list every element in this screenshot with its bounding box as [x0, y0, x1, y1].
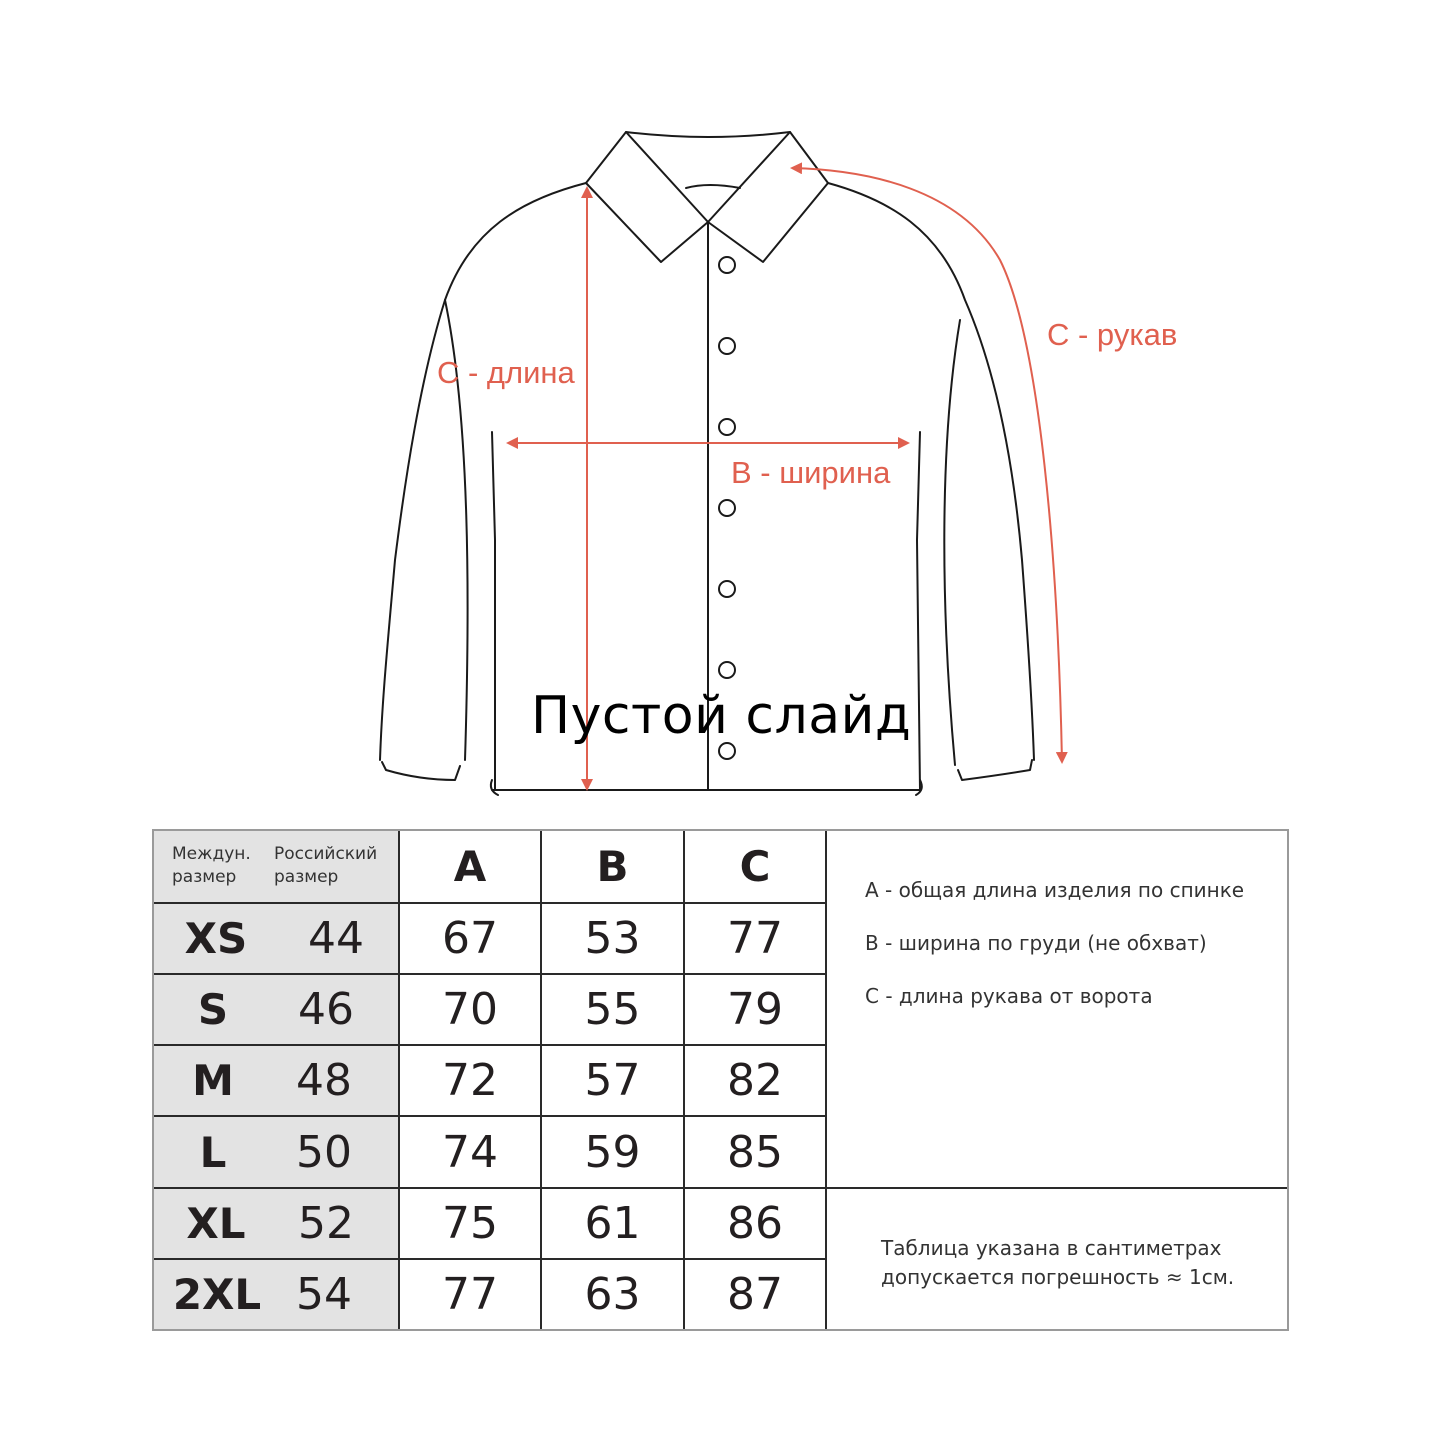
intl-size-cell: S: [197, 985, 229, 1034]
value-a-cell: 67: [442, 913, 498, 964]
collar-left: [586, 132, 708, 262]
collar-back: [686, 185, 740, 188]
right-inner-sleeve: [944, 320, 960, 765]
length-label: C - длина: [437, 355, 575, 390]
value-a-cell: 75: [442, 1198, 498, 1249]
value-c-cell: 77: [727, 913, 783, 964]
collar-right: [708, 132, 828, 262]
ru-size-cell: 54: [296, 1269, 352, 1320]
legend-b: B - ширина по груди (не обхват): [865, 931, 1207, 955]
note-tolerance: допускается погрешность ≈ 1см.: [881, 1265, 1235, 1289]
intl-size-cell: XL: [186, 1199, 246, 1248]
left-armhole: [492, 432, 495, 790]
value-a-cell: 72: [442, 1055, 498, 1106]
left-cuff: [382, 762, 460, 780]
value-c-cell: 85: [727, 1126, 783, 1178]
column-header-a: A: [453, 842, 487, 891]
value-b-cell: 63: [584, 1269, 641, 1320]
column-header-b: B: [596, 842, 629, 891]
value-b-cell: 57: [584, 1055, 641, 1106]
value-a-cell: 70: [442, 984, 498, 1035]
width-label: B - ширина: [731, 455, 891, 490]
right-armhole: [917, 432, 920, 790]
button: [719, 419, 735, 435]
ru-size-cell: 50: [296, 1126, 352, 1178]
value-a-cell: 74: [442, 1126, 498, 1178]
grid-line: [825, 831, 827, 1329]
ru-size-header-line1: Российский: [274, 844, 378, 864]
value-b-cell: 55: [584, 984, 641, 1035]
slide-title: Пустой слайд: [531, 686, 912, 746]
value-c-cell: 82: [727, 1055, 783, 1106]
value-c-cell: 79: [727, 984, 783, 1035]
value-b-cell: 53: [584, 913, 641, 964]
note-units: Таблица указана в сантиметрах: [881, 1236, 1222, 1260]
ru-size-header: [274, 843, 377, 889]
button: [719, 662, 735, 678]
button: [719, 581, 735, 597]
intl-size-header-line2: размер: [172, 867, 237, 887]
value-b-cell: 59: [584, 1126, 641, 1178]
hem-right-corner: [916, 780, 922, 795]
button: [719, 257, 735, 273]
ru-size-cell: 44: [308, 913, 364, 964]
intl-size-cell: XS: [184, 914, 248, 963]
left-shoulder-sleeve-outline: [380, 183, 586, 760]
ru-size-header-line2: размер: [274, 867, 339, 887]
intl-size-cell: 2XL: [172, 1270, 262, 1319]
legend-c: C - длина рукава от ворота: [865, 984, 1153, 1008]
ru-size-cell: 52: [298, 1198, 354, 1249]
value-a-cell: 77: [442, 1269, 498, 1320]
value-c-cell: 86: [727, 1198, 783, 1249]
value-c-cell: 87: [727, 1269, 783, 1320]
button: [719, 338, 735, 354]
intl-size-cell: L: [199, 1127, 227, 1177]
ru-size-cell: 46: [298, 984, 354, 1035]
value-b-cell: 61: [584, 1198, 641, 1249]
button: [719, 500, 735, 516]
right-cuff: [958, 760, 1032, 780]
intl-size-header: [172, 843, 251, 889]
collar-band: [626, 132, 790, 137]
sleeve-label: C - рукав: [1047, 317, 1178, 352]
ru-size-cell: 48: [296, 1055, 352, 1106]
legend-a: A - общая длина изделия по спинке: [865, 878, 1245, 902]
size-table: [152, 829, 1289, 1331]
intl-size-header-line1: Междун.: [172, 844, 251, 864]
column-header-c: C: [739, 842, 771, 891]
intl-size-cell: M: [192, 1056, 234, 1105]
